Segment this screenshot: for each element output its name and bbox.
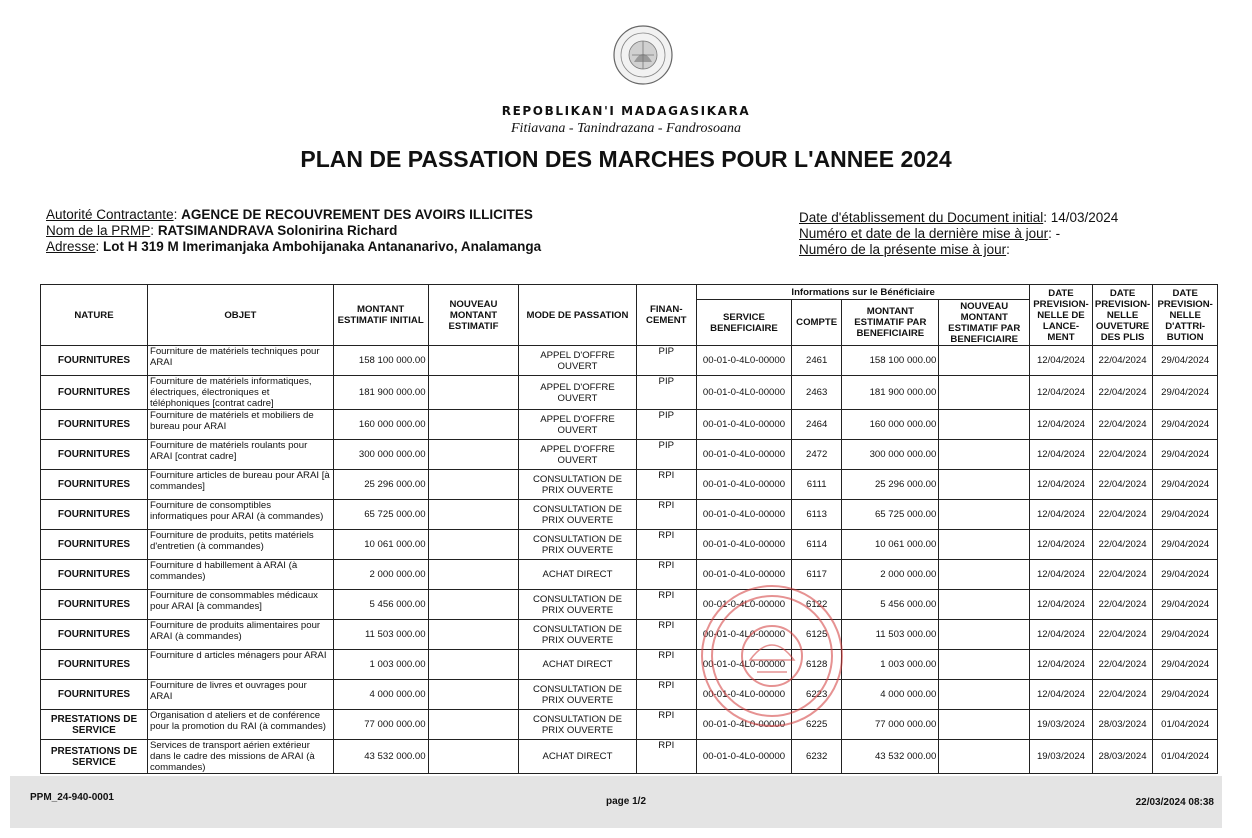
cell-montant: 65 725 000.00 [333, 500, 428, 530]
col-objet: OBJET [147, 285, 333, 346]
cell-date-lancement: 12/04/2024 [1030, 680, 1093, 710]
cell-date-lancement: 12/04/2024 [1030, 620, 1093, 650]
col-nature: NATURE [41, 285, 148, 346]
cell-nouveau-benef [939, 590, 1030, 620]
cell-nature: FOURNITURES [41, 560, 148, 590]
cell-compte: 6223 [791, 680, 841, 710]
cell-objet: Fourniture articles de bureau pour ARAI [à commandes] [147, 470, 333, 500]
cell-mode: CONSULTATION DE PRIX OUVERTE [519, 710, 636, 740]
cell-date-lancement: 19/03/2024 [1030, 710, 1093, 740]
cell-compte: 2461 [791, 346, 841, 376]
col-montant-benef: MONTANT ESTIMATIF PAR BENEFICIAIRE [842, 300, 939, 346]
cell-montant: 1 003 000.00 [333, 650, 428, 680]
cell-date-lancement: 12/04/2024 [1030, 650, 1093, 680]
cell-nature: FOURNITURES [41, 346, 148, 376]
col-nouveau-benef: NOUVEAU MONTANT ESTIMATIF PAR BENEFICIAIRE [939, 300, 1030, 346]
cell-financement: PIP [636, 376, 697, 410]
cell-montant: 10 061 000.00 [333, 530, 428, 560]
date-value: 14/03/2024 [1050, 210, 1119, 225]
cell-financement: PIP [636, 440, 697, 470]
cell-objet: Fourniture d habillement à ARAI (à commandes) [147, 560, 333, 590]
cell-montant: 77 000 000.00 [333, 710, 428, 740]
cell-nouveau-benef [939, 650, 1030, 680]
cell-mode: CONSULTATION DE PRIX OUVERTE [519, 590, 636, 620]
cell-compte: 2464 [791, 410, 841, 440]
presente-label: Numéro de la présente mise à jour [799, 242, 1007, 257]
cell-objet: Fourniture de produits, petits matériels d'entretien (à commandes) [147, 530, 333, 560]
cell-nouveau-benef [939, 680, 1030, 710]
cell-nature: FOURNITURES [41, 500, 148, 530]
cell-montant: 160 000 000.00 [333, 410, 428, 440]
cell-mode: ACHAT DIRECT [519, 650, 636, 680]
cell-financement: PIP [636, 346, 697, 376]
cell-compte: 6232 [791, 740, 841, 774]
cell-date-ouverture: 22/04/2024 [1092, 560, 1153, 590]
republic-name: REPOBLIKAN'I MADAGASIKARA [501, 104, 751, 118]
cell-date-ouverture: 22/04/2024 [1092, 680, 1153, 710]
prmp-label: Nom de la PRMP [46, 223, 151, 238]
cell-nouveau [428, 410, 519, 440]
col-nouveau: NOUVEAU MONTANT ESTIMATIF [428, 285, 519, 346]
cell-financement: RPI [636, 740, 697, 774]
presente-line: Numéro de la présente mise à jour: [799, 242, 1010, 257]
cell-date-lancement: 12/04/2024 [1030, 440, 1093, 470]
cell-mode: ACHAT DIRECT [519, 740, 636, 774]
cell-montant: 43 532 000.00 [333, 740, 428, 774]
cell-mode: CONSULTATION DE PRIX OUVERTE [519, 620, 636, 650]
cell-nouveau-benef [939, 440, 1030, 470]
cell-objet: Fourniture de consommables médicaux pour ARAI [à commandes] [147, 590, 333, 620]
cell-date-ouverture: 22/04/2024 [1092, 376, 1153, 410]
contracting-authority-info [46, 207, 541, 255]
date-line: Date d'établissement du Document initial: 14/03/2024 [799, 210, 1119, 225]
cell-date-attribution: 01/04/2024 [1153, 740, 1218, 774]
cell-service: 00-01-0-4L0-00000 [697, 590, 792, 620]
adresse-line: Adresse: Lot H 319 M Imerimanjaka Ambohijanaka Antananarivo, Analamanga [46, 239, 542, 254]
cell-date-ouverture: 28/03/2024 [1092, 710, 1153, 740]
cell-date-lancement: 12/04/2024 [1030, 410, 1093, 440]
cell-montant-benef: 65 725 000.00 [842, 500, 939, 530]
cell-financement: RPI [636, 530, 697, 560]
cell-financement: RPI [636, 500, 697, 530]
table-row [41, 500, 1218, 530]
col-date-attribution: DATE PREVISION-NELLE D'ATTRI-BUTION [1153, 285, 1218, 346]
table-row [41, 410, 1218, 440]
cell-objet: Organisation d ateliers et de conférence pour la promotion du RAI (à commandes) [147, 710, 333, 740]
cell-service: 00-01-0-4L0-00000 [697, 740, 792, 774]
madagascar-seal-icon [612, 24, 674, 86]
cell-mode: APPEL D'OFFRE OUVERT [519, 346, 636, 376]
cell-objet: Fourniture de matériels et mobiliers de bureau pour ARAI [147, 410, 333, 440]
cell-date-attribution: 29/04/2024 [1153, 470, 1218, 500]
cell-date-lancement: 12/04/2024 [1030, 470, 1093, 500]
derniere-value: - [1055, 226, 1061, 241]
cell-montant-benef: 158 100 000.00 [842, 346, 939, 376]
cell-nouveau [428, 590, 519, 620]
procurement-plan-table [40, 284, 1218, 774]
cell-montant-benef: 4 000 000.00 [842, 680, 939, 710]
cell-service: 00-01-0-4L0-00000 [697, 620, 792, 650]
col-service: SERVICE BENEFICIAIRE [697, 300, 792, 346]
cell-service: 00-01-0-4L0-00000 [697, 376, 792, 410]
cell-nature: PRESTATIONS DE SERVICE [41, 710, 148, 740]
cell-nouveau [428, 376, 519, 410]
cell-date-lancement: 12/04/2024 [1030, 500, 1093, 530]
table-row [41, 470, 1218, 500]
page-number: page 1/2 [605, 796, 647, 807]
cell-date-attribution: 29/04/2024 [1153, 650, 1218, 680]
cell-nouveau [428, 346, 519, 376]
cell-date-attribution: 29/04/2024 [1153, 440, 1218, 470]
cell-service: 00-01-0-4L0-00000 [697, 530, 792, 560]
cell-nouveau [428, 530, 519, 560]
cell-financement: RPI [636, 470, 697, 500]
cell-nouveau-benef [939, 470, 1030, 500]
cell-montant-benef: 25 296 000.00 [842, 470, 939, 500]
cell-compte: 6111 [791, 470, 841, 500]
cell-montant: 5 456 000.00 [333, 590, 428, 620]
cell-date-ouverture: 22/04/2024 [1092, 470, 1153, 500]
cell-date-ouverture: 22/04/2024 [1092, 650, 1153, 680]
cell-nature: FOURNITURES [41, 620, 148, 650]
cell-service: 00-01-0-4L0-00000 [697, 440, 792, 470]
cell-date-attribution: 29/04/2024 [1153, 530, 1218, 560]
cell-date-ouverture: 22/04/2024 [1092, 530, 1153, 560]
cell-compte: 2472 [791, 440, 841, 470]
cell-mode: CONSULTATION DE PRIX OUVERTE [519, 500, 636, 530]
cell-montant-benef: 160 000 000.00 [842, 410, 939, 440]
cell-mode: APPEL D'OFFRE OUVERT [519, 440, 636, 470]
cell-date-lancement: 12/04/2024 [1030, 346, 1093, 376]
cell-date-ouverture: 22/04/2024 [1092, 410, 1153, 440]
cell-montant: 2 000 000.00 [333, 560, 428, 590]
cell-financement: RPI [636, 560, 697, 590]
table-row [41, 376, 1218, 410]
cell-montant-benef: 77 000 000.00 [842, 710, 939, 740]
cell-date-ouverture: 22/04/2024 [1092, 440, 1153, 470]
cell-nouveau-benef [939, 560, 1030, 590]
table-row [41, 680, 1218, 710]
cell-montant-benef: 5 456 000.00 [842, 590, 939, 620]
col-montant: MONTANT ESTIMATIF INITIAL [333, 285, 428, 346]
table-row [41, 710, 1218, 740]
cell-date-ouverture: 22/04/2024 [1092, 590, 1153, 620]
table-body [41, 346, 1218, 774]
table-row [41, 740, 1218, 774]
cell-nature: FOURNITURES [41, 530, 148, 560]
cell-nature: FOURNITURES [41, 410, 148, 440]
cell-financement: RPI [636, 710, 697, 740]
cell-objet: Fourniture de matériels informatiques, électriques, électroniques et téléphoniques [contrat cadre] [147, 376, 333, 410]
cell-nature: FOURNITURES [41, 376, 148, 410]
page-title: PLAN DE PASSATION DES MARCHES POUR L'ANNEE 2024 [300, 146, 952, 172]
table-row [41, 346, 1218, 376]
derniere-label: Numéro et date de la dernière mise à jour [799, 226, 1049, 241]
cell-date-attribution: 29/04/2024 [1153, 590, 1218, 620]
cell-nouveau [428, 500, 519, 530]
col-financement: FINAN-CEMENT [636, 285, 697, 346]
adresse-value: Lot H 319 M Imerimanjaka Ambohijanaka Antananarivo, Analamanga [103, 239, 542, 254]
cell-compte: 6225 [791, 710, 841, 740]
table-row [41, 560, 1218, 590]
cell-nouveau-benef [939, 410, 1030, 440]
cell-financement: PIP [636, 410, 697, 440]
col-mode: MODE DE PASSATION [519, 285, 636, 346]
cell-nouveau-benef [939, 530, 1030, 560]
cell-nature: FOURNITURES [41, 650, 148, 680]
cell-date-lancement: 12/04/2024 [1030, 530, 1093, 560]
cell-date-attribution: 29/04/2024 [1153, 410, 1218, 440]
cell-nouveau [428, 470, 519, 500]
cell-date-attribution: 01/04/2024 [1153, 710, 1218, 740]
cell-montant: 300 000 000.00 [333, 440, 428, 470]
cell-nouveau [428, 440, 519, 470]
adresse-label: Adresse [46, 239, 96, 254]
cell-nouveau [428, 680, 519, 710]
cell-nouveau [428, 620, 519, 650]
prmp-line: Nom de la PRMP: RATSIMANDRAVA Solonirina Richard [46, 223, 398, 238]
cell-nouveau [428, 740, 519, 774]
cell-date-lancement: 19/03/2024 [1030, 740, 1093, 774]
cell-nouveau [428, 710, 519, 740]
cell-mode: ACHAT DIRECT [519, 560, 636, 590]
autorite-line: Autorité Contractante: AGENCE DE RECOUVREMENT DES AVOIRS ILLICITES [46, 207, 533, 222]
cell-service: 00-01-0-4L0-00000 [697, 410, 792, 440]
cell-nature: FOURNITURES [41, 470, 148, 500]
cell-montant: 11 503 000.00 [333, 620, 428, 650]
cell-service: 00-01-0-4L0-00000 [697, 500, 792, 530]
document-dates-info [799, 210, 1118, 258]
table-header-group-row [41, 285, 1218, 300]
cell-mode: CONSULTATION DE PRIX OUVERTE [519, 470, 636, 500]
cell-service: 00-01-0-4L0-00000 [697, 680, 792, 710]
cell-mode: APPEL D'OFFRE OUVERT [519, 410, 636, 440]
cell-compte: 6122 [791, 590, 841, 620]
cell-mode: APPEL D'OFFRE OUVERT [519, 376, 636, 410]
document-reference: PPM_24-940-0001 [30, 792, 114, 803]
cell-nature: FOURNITURES [41, 440, 148, 470]
cell-financement: RPI [636, 680, 697, 710]
cell-date-attribution: 29/04/2024 [1153, 680, 1218, 710]
cell-service: 00-01-0-4L0-00000 [697, 650, 792, 680]
cell-date-ouverture: 22/04/2024 [1092, 500, 1153, 530]
table-row [41, 650, 1218, 680]
cell-objet: Fourniture de matériels techniques pour ARAI [147, 346, 333, 376]
cell-financement: RPI [636, 590, 697, 620]
cell-service: 00-01-0-4L0-00000 [697, 710, 792, 740]
cell-date-attribution: 29/04/2024 [1153, 346, 1218, 376]
cell-montant-benef: 1 003 000.00 [842, 650, 939, 680]
cell-nouveau-benef [939, 500, 1030, 530]
cell-mode: CONSULTATION DE PRIX OUVERTE [519, 680, 636, 710]
cell-service: 00-01-0-4L0-00000 [697, 560, 792, 590]
cell-financement: RPI [636, 620, 697, 650]
autorite-value: AGENCE DE RECOUVREMENT DES AVOIRS ILLICITES [181, 207, 533, 222]
cell-mode: CONSULTATION DE PRIX OUVERTE [519, 530, 636, 560]
cell-montant-benef: 43 532 000.00 [842, 740, 939, 774]
cell-date-ouverture: 22/04/2024 [1092, 346, 1153, 376]
cell-service: 00-01-0-4L0-00000 [697, 470, 792, 500]
col-date-ouverture: DATE PREVISION-NELLE OUVETURE DES PLIS [1092, 285, 1153, 346]
derniere-line: Numéro et date de la dernière mise à jour: - [799, 226, 1061, 241]
cell-nature: FOURNITURES [41, 590, 148, 620]
cell-montant-benef: 181 900 000.00 [842, 376, 939, 410]
cell-compte: 6113 [791, 500, 841, 530]
cell-compte: 6114 [791, 530, 841, 560]
cell-nouveau [428, 560, 519, 590]
cell-montant: 181 900 000.00 [333, 376, 428, 410]
cell-objet: Services de transport aérien extérieur dans le cadre des missions de ARAI (à commandes) [147, 740, 333, 774]
cell-nouveau-benef [939, 740, 1030, 774]
cell-compte: 6125 [791, 620, 841, 650]
beneficiary-group-header: Informations sur le Bénéficiaire [697, 285, 1030, 300]
cell-date-attribution: 29/04/2024 [1153, 560, 1218, 590]
print-datetime: 22/03/2024 08:38 [1135, 797, 1214, 808]
cell-nouveau-benef [939, 346, 1030, 376]
cell-nouveau [428, 650, 519, 680]
cell-montant: 25 296 000.00 [333, 470, 428, 500]
cell-compte: 6117 [791, 560, 841, 590]
cell-date-ouverture: 28/03/2024 [1092, 740, 1153, 774]
cell-objet: Fourniture d articles ménagers pour ARAI [147, 650, 333, 680]
cell-objet: Fourniture de consomptibles informatiques pour ARAI (à commandes) [147, 500, 333, 530]
cell-objet: Fourniture de produits alimentaires pour ARAI (à commandes) [147, 620, 333, 650]
cell-montant-benef: 11 503 000.00 [842, 620, 939, 650]
table-row [41, 590, 1218, 620]
national-motto: Fitiavana - Tanindrazana - Fandrosoana [511, 121, 741, 136]
col-date-lancement: DATE PREVISION-NELLE DE LANCE-MENT [1030, 285, 1093, 346]
date-label: Date d'établissement du Document initial [799, 210, 1044, 225]
cell-compte: 2463 [791, 376, 841, 410]
cell-objet: Fourniture de livres et ouvrages pour ARAI [147, 680, 333, 710]
cell-montant: 4 000 000.00 [333, 680, 428, 710]
cell-nouveau-benef [939, 620, 1030, 650]
col-compte: COMPTE [791, 300, 841, 346]
cell-service: 00-01-0-4L0-00000 [697, 346, 792, 376]
cell-compte: 6128 [791, 650, 841, 680]
cell-date-attribution: 29/04/2024 [1153, 376, 1218, 410]
cell-objet: Fourniture de matériels roulants pour ARAI [contrat cadre] [147, 440, 333, 470]
cell-nature: PRESTATIONS DE SERVICE [41, 740, 148, 774]
autorite-label: Autorité Contractante [46, 207, 174, 222]
cell-date-lancement: 12/04/2024 [1030, 590, 1093, 620]
cell-date-attribution: 29/04/2024 [1153, 500, 1218, 530]
cell-date-attribution: 29/04/2024 [1153, 620, 1218, 650]
prmp-value: RATSIMANDRAVA Solonirina Richard [157, 223, 398, 238]
cell-date-lancement: 12/04/2024 [1030, 376, 1093, 410]
cell-montant-benef: 2 000 000.00 [842, 560, 939, 590]
cell-financement: RPI [636, 650, 697, 680]
cell-montant-benef: 300 000 000.00 [842, 440, 939, 470]
cell-date-ouverture: 22/04/2024 [1092, 620, 1153, 650]
cell-montant-benef: 10 061 000.00 [842, 530, 939, 560]
table-row [41, 530, 1218, 560]
cell-nouveau-benef [939, 710, 1030, 740]
cell-nature: FOURNITURES [41, 680, 148, 710]
table-row [41, 620, 1218, 650]
cell-montant: 158 100 000.00 [333, 346, 428, 376]
table-row [41, 440, 1218, 470]
cell-date-lancement: 12/04/2024 [1030, 560, 1093, 590]
cell-nouveau-benef [939, 376, 1030, 410]
